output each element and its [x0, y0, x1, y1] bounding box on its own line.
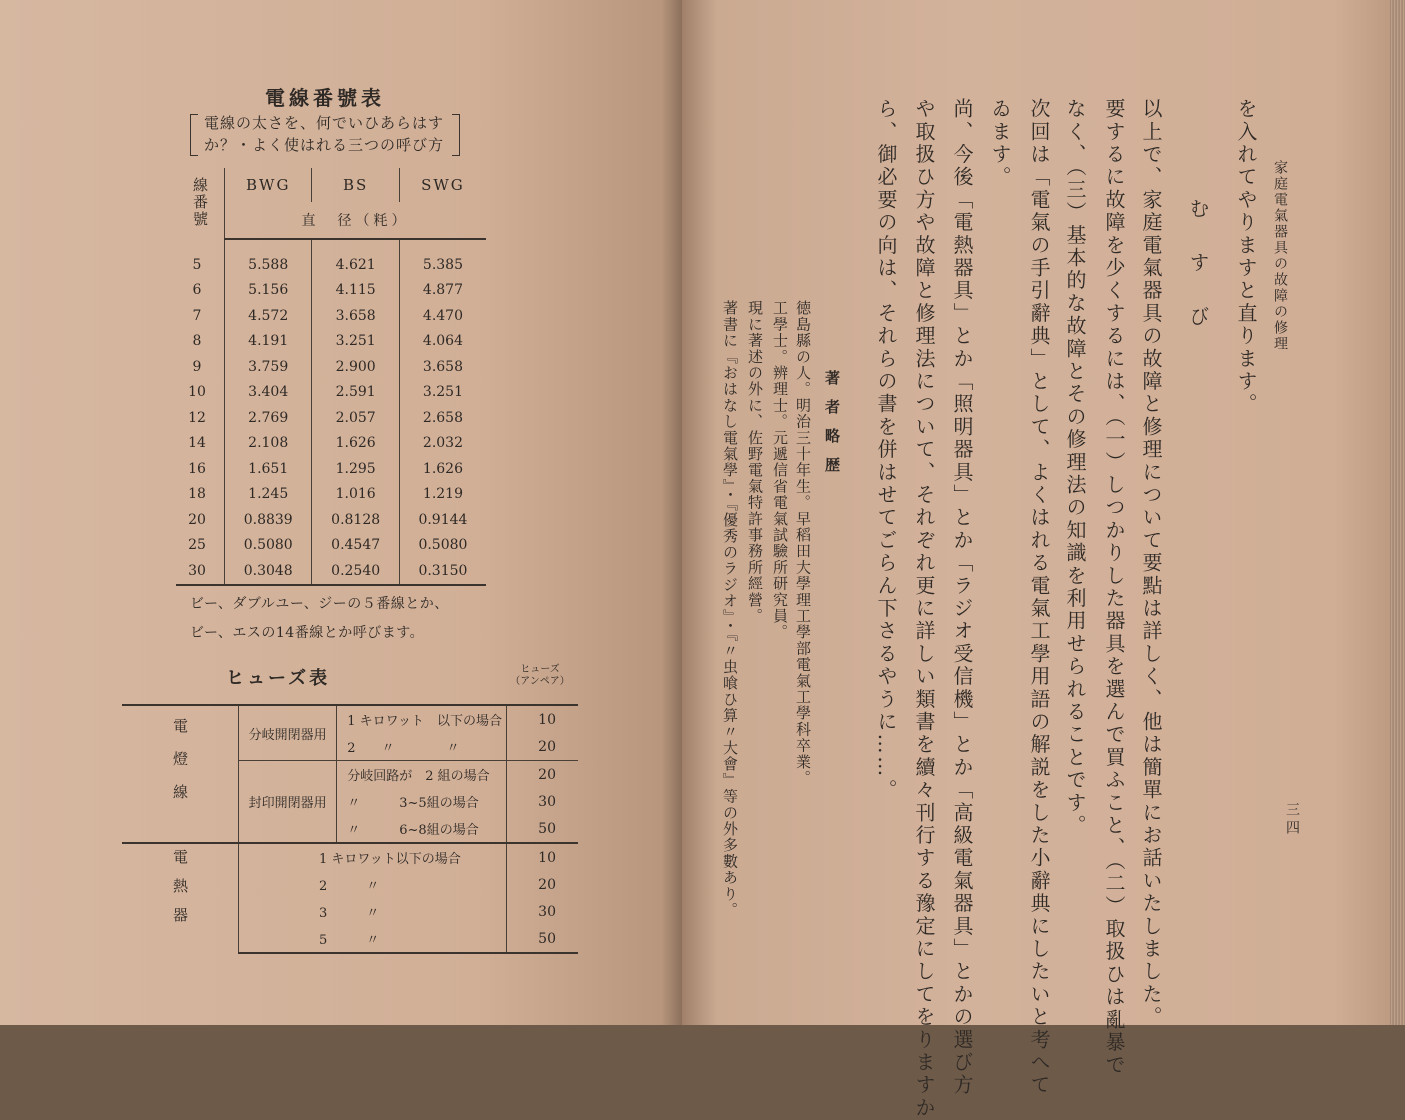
header-diameter: 直 径（粍）	[225, 202, 487, 239]
category-lighting-line: 電燈線	[122, 705, 239, 843]
diameter-cell: 5.385	[399, 252, 486, 278]
diameter-cell: 0.5080	[225, 533, 312, 559]
running-header: 家庭電氣器具の故障の修理	[1272, 160, 1288, 352]
diameter-cell: 0.4547	[312, 533, 399, 559]
diameter-cell: 1.651	[225, 456, 312, 482]
diameter-cell: 4.115	[312, 278, 399, 304]
heater-amp-1: 10	[507, 843, 578, 871]
heater-amp-2: 20	[507, 871, 578, 898]
diameter-cell: 0.5080	[399, 533, 486, 559]
heater-cond-4: 5 〃	[239, 925, 507, 953]
diameter-cell: 2.769	[225, 405, 312, 431]
diameter-cell: 2.032	[399, 431, 486, 457]
wire-table-note	[190, 590, 490, 648]
diameter-cell: 1.295	[312, 456, 399, 482]
section-title: むすび	[1186, 198, 1210, 360]
diameter-cell: 0.3150	[399, 558, 486, 585]
diameter-cell: 1.245	[225, 482, 312, 508]
wire-number-cell: 6	[192, 282, 202, 299]
left-page	[0, 0, 682, 1025]
header-swg: SWG	[399, 168, 486, 202]
unit-line-2: （アンペア）	[510, 676, 570, 687]
diameter-cell: 2.108	[225, 431, 312, 457]
note-line-1: ビー、ダブルユー、ジーの５番線とか、	[190, 596, 449, 612]
diameter-cell: 0.3048	[225, 558, 312, 585]
page-number: 三四	[1284, 802, 1300, 838]
diameter-cell: 1.626	[399, 456, 486, 482]
diameter-cell: 0.9144	[399, 507, 486, 533]
sealed-switch-label: 封印開閉器用	[239, 761, 337, 844]
diameter-cell: 3.658	[399, 354, 486, 380]
note-line-2: ビー、エスの14番線とか呼びます。	[190, 625, 425, 641]
wire-number-cell: 25	[188, 537, 206, 554]
diameter-cell: 2.900	[312, 354, 399, 380]
table-row	[176, 456, 486, 482]
diameter-cell: 2.057	[312, 405, 399, 431]
author-line-3: 現に著述の外に、佐野電氣特許事務所經營。	[746, 300, 764, 624]
body-line-7: や取扱ひ方や故障と修理法について、それぞれ更に詳しい類書を續々刊行する豫定にしてをりますか	[912, 98, 936, 1120]
diameter-cell: 3.251	[399, 380, 486, 406]
subtitle-line-2: か？・よく使はれる三つの呼び方	[204, 136, 445, 154]
fuse-unit-label	[508, 664, 572, 688]
wire-number-cell: 14	[188, 435, 206, 452]
diameter-cell: 2.658	[399, 405, 486, 431]
diameter-cell: 3.404	[225, 380, 312, 406]
table-row	[176, 380, 486, 406]
wire-number-cell: 5	[192, 256, 202, 273]
heater-amp-4: 50	[507, 925, 578, 953]
wire-number-cell: 7	[192, 307, 202, 324]
wire-number-cell: 9	[192, 358, 202, 375]
table-spacer	[176, 239, 486, 252]
table-row	[176, 533, 486, 559]
heater-cond-3: 3 〃	[319, 906, 380, 921]
body-line-3: なく、（三）基本的な故障とその修理法の知識を利用せられることです。	[1063, 98, 1087, 838]
table-row	[176, 329, 486, 355]
diameter-cell: 4.877	[399, 278, 486, 304]
sealed-cond-3: 〃 6~8組の場合	[347, 823, 479, 838]
page-edges	[1390, 0, 1405, 1025]
diameter-cell: 3.759	[225, 354, 312, 380]
prev-section-end: を入れてやりますと直ります。	[1234, 98, 1258, 416]
subtitle-line-1: 電線の太さを、何でいひあらはす	[204, 114, 445, 132]
diameter-cell: 0.8839	[225, 507, 312, 533]
diameter-cell: 1.626	[312, 431, 399, 457]
diameter-cell: 3.658	[312, 303, 399, 329]
author-line-2: 工學士。辨理士。元遞信省電氣試驗所研究員。	[771, 300, 789, 641]
table-row	[176, 405, 486, 431]
diameter-cell: 4.572	[225, 303, 312, 329]
right-bracket	[452, 114, 460, 156]
table-row	[176, 482, 486, 508]
diameter-cell: 1.016	[312, 482, 399, 508]
body-line-6: 尚、今後「電熱器具」とか「照明器具」とか「ラジオ受信機」とか「高級電氣器具」とかの選び方	[950, 98, 974, 1097]
fuse-table	[122, 704, 578, 954]
diameter-cell: 4.621	[312, 252, 399, 278]
wire-number-cell: 10	[188, 384, 206, 401]
header-wire-number: 線番號	[191, 176, 209, 228]
wire-number-cell: 18	[188, 486, 206, 503]
body-line-2: 要するに故障を少くするには、（一）しつかりした器具を選んで買ふこと、（二）取扱ひは亂暴で	[1102, 98, 1126, 1077]
author-line-1: 徳島縣の人。明治三十年生。早稻田大學理工學部電氣工學科卒業。	[794, 300, 812, 786]
table-row	[176, 354, 486, 380]
wire-table-subtitle	[190, 112, 460, 156]
diameter-cell: 0.8128	[312, 507, 399, 533]
branch-cond-2: 2 〃 〃	[347, 741, 460, 756]
wire-table-title: 電線番號表	[265, 86, 385, 110]
diameter-cell: 3.251	[312, 329, 399, 355]
sealed-cond-2: 〃 3~5組の場合	[347, 796, 479, 811]
sealed-amp-3: 50	[507, 815, 578, 843]
body-line-8: ら、御必要の向は、それらの書を併はせてごらん下さるやうに……。	[874, 98, 898, 802]
table-row	[176, 507, 486, 533]
wire-gauge-table	[176, 168, 486, 586]
heater-cond-1: 1 キロワット以下の場合	[239, 843, 507, 871]
branch-amp-1: 10	[507, 705, 578, 733]
header-bs: BS	[312, 168, 399, 202]
table-row	[176, 252, 486, 278]
table-row	[176, 431, 486, 457]
heater-amp-3: 30	[507, 898, 578, 925]
body-line-1: 以上で、家庭電氣器具の故障と修理について要點は詳しく、他は簡單にお話いたしました。	[1139, 98, 1163, 1029]
diameter-cell: 4.064	[399, 329, 486, 355]
body-line-5: ゐます。	[988, 98, 1012, 189]
branch-amp-2: 20	[507, 733, 578, 761]
diameter-cell: 0.2540	[312, 558, 399, 585]
diameter-cell: 1.219	[399, 482, 486, 508]
sealed-cond-1: 分岐回路が 2 組の場合	[337, 761, 507, 789]
branch-switch-label: 分岐開閉器用	[239, 705, 337, 761]
wire-number-cell: 12	[188, 409, 206, 426]
branch-cond-1: 1 キロワット 以下の場合	[337, 705, 507, 733]
wire-number-cell: 8	[192, 333, 202, 350]
diameter-cell: 4.191	[225, 329, 312, 355]
diameter-cell: 5.156	[225, 278, 312, 304]
table-row	[176, 558, 486, 585]
wire-number-cell: 20	[188, 511, 206, 528]
wire-number-cell: 30	[176, 558, 225, 585]
unit-line-1: ヒューズ	[520, 664, 560, 675]
author-title: 著者略歴	[823, 370, 841, 486]
header-bwg: BWG	[225, 168, 312, 202]
table-row	[176, 303, 486, 329]
body-line-4: 次回は「電氣の手引辭典」として、よくはれる電氣工學用語の解説をした小辭典にしたいと考へて	[1027, 98, 1051, 1097]
diameter-cell: 5.588	[225, 252, 312, 278]
diameter-cell: 4.470	[399, 303, 486, 329]
left-bracket	[190, 114, 198, 156]
diameter-cell: 2.591	[312, 380, 399, 406]
category-heater: 電熱器	[122, 843, 239, 953]
sealed-amp-1: 20	[507, 761, 578, 789]
table-row	[176, 278, 486, 304]
wire-number-cell: 16	[188, 460, 206, 477]
heater-cond-2: 2 〃	[319, 879, 380, 894]
fuse-table-title: ヒューズ表	[226, 668, 331, 689]
sealed-amp-2: 30	[507, 788, 578, 815]
author-line-4: 著書に『おはなし電氣學』・『優秀のラジオ』・『〃虫喰ひ算〃大會』等の外多數あり。	[721, 300, 739, 918]
